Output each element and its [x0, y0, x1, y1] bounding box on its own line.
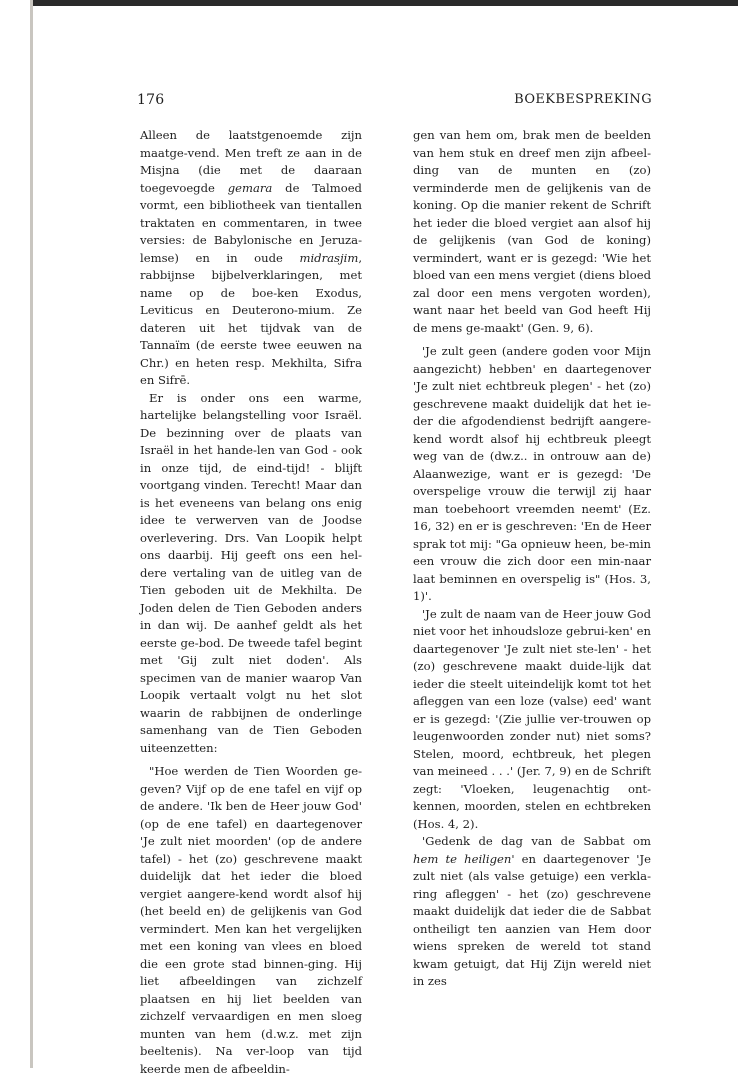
paragraph [140, 127, 362, 390]
paragraph [413, 343, 651, 606]
paragraph [413, 127, 651, 337]
text-run: , rabbijnse bijbelverklaringen, met name op de boe-ken Exodus, Leviticus en Deuterono-mium. Ze dateren uit het tijdvak van de Tannaïm (de eerste twee eeuwen na Chr.) en heten resp. Mekhilta, Sifra en Sifrē. [140, 250, 362, 387]
paragraph [413, 833, 651, 991]
page-number: 176 [137, 92, 165, 108]
italic-text: hem te heiligen [413, 851, 512, 866]
italic-text: midrasjim [299, 250, 359, 265]
text-run: 'Je zult geen (andere goden voor Mijn aangezicht) hebben' en daartegenover 'Je zult niet echtbreuk plegen' - het (zo) geschrevene maakt duidelijk dat het ie-der die afgodendienst bedrijft aangere-kend wordt alsof hij echtbreuk pleegt weg van de (dw.z.. in ontrouw aan de) Alaanwezige, want er is gezegd: 'De overspelige vrouw die terwijl zij haar man toebehoort vreemden neemt' (Ez. 16, 32) en er is geschreven: 'En de Heer sprak tot mij: "Ga opnieuw heen, be-min een vrouw die zich door een min-naar laat beminnen en overspelig is" (Hos. 3, 1)'. [413, 344, 651, 603]
running-head: BOEKBESPREKING [514, 92, 652, 107]
scan-left-edge [30, 0, 33, 1068]
text-run: Er is onder ons een warme, hartelijke belangstelling voor Israël. De bezinning over de plaats van Israël in het hande-len van God - ook in onze tijd, de eind-tijd! - blijft voortgang vinden. Terecht! Maar dan is het eveneens van belang ons enig idee te verwerven van de Joodse overlevering. Drs. Van Loopik helpt ons daarbij. Hij geeft ons een hel-dere vertaling van de uitleg van de Tien geboden uit de Mekhilta. De Joden delen de Tien Geboden anders in dan wij. De aanhef geldt als het eerste ge-bod. De tweede tafel begint met 'Gij zult niet doden'. Als specimen van de manier waarop Van Loopik vertaalt volgt nu het slot waarin de rabbijnen de onderlinge samenhang van de Tien Geboden uiteenzetten: [140, 390, 362, 755]
text-run: de Talmoed vormt, een bibliotheek van tientallen traktaten en commentaren, in twee versies: de Babylonische en Jeruza-lemse) en in oude [140, 180, 362, 265]
paragraph [140, 390, 362, 758]
paragraph [413, 606, 651, 834]
text-run: 'Gedenk de dag van de Sabbat om [422, 834, 651, 848]
text-run: "Hoe werden de Tien Woorden ge-geven? Vijf op de ene tafel en vijf op de andere. 'Ik ben de Heer jouw God' (op de ene tafel) en daartegenover 'Je zult niet moorden' (op de andere tafel) - het (zo) geschrevene maakt duidelijk dat het ieder die bloed vergiet aangere-kend wordt alsof hij (het beeld en) de gelijkenis van God vermindert. Men kan het vergelijken met een koning van vlees en bloed die een grote stad binnen-ging. Hij liet afbeeldingen van zichzelf plaatsen en hij liet beelden van zichzelf vervaardigen en men sloeg munten van hem (d.w.z. met zijn beeltenis). Na ver-loop van tijd keerde men de afbeeldin- [140, 764, 362, 1076]
scan-top-edge [30, 0, 738, 6]
left-text-column [140, 127, 362, 1078]
text-run: ' en daartegenover 'Je zult niet (als valse getuige) een verkla-ring afleggen' - het (zo) geschrevene maakt duidelijk dat ieder die de Sabbat ontheiligt ten aanzien van Hem door wiens spreken de wereld tot stand kwam getuigt, dat Hij Zijn wereld niet in zes [413, 851, 651, 988]
italic-text: gemara [227, 180, 273, 195]
paragraph [140, 763, 362, 1078]
right-text-column [413, 127, 651, 991]
text-run: Alleen de laatstgenoemde zijn maatge-vend. Men treft ze aan in de Misjna (die met de daaraan toegevoegde [140, 128, 362, 195]
text-run: gen van hem om, brak men de beelden van hem stuk en dreef men zijn afbeel-ding van de munten en (zo) verminderde men de gelijkenis van de koning. Op die manier rekent de Schrift het ieder die bloed vergiet aan alsof hij de gelijkenis (van God de koning) vermindert, want er is gezegd: 'Wie het bloed van een mens vergiet (diens bloed zal door een mens vergoten worden), want naar het beeld van God heeft Hij de mens ge-maakt' (Gen. 9, 6). [413, 128, 651, 335]
text-run: 'Je zult de naam van de Heer jouw God niet voor het inhoudsloze gebrui-ken' en daartegenover 'Je zult niet ste-len' - het (zo) geschrevene maakt duide-lijk dat ieder die steelt uiteindelijk komt tot het afleggen van een loze (valse) eed' want er is gezegd: '(Zie jullie ver-trouwen op leugenwoorden zonder nut) niet soms? Stelen, moord, echtbreuk, het plegen van meineed . . .' (Jer. 7, 9) en de Schrift zegt: 'Vloeken, leugenachtig ont-kennen, moorden, stelen en echtbreken (Hos. 4, 2). [413, 606, 651, 831]
